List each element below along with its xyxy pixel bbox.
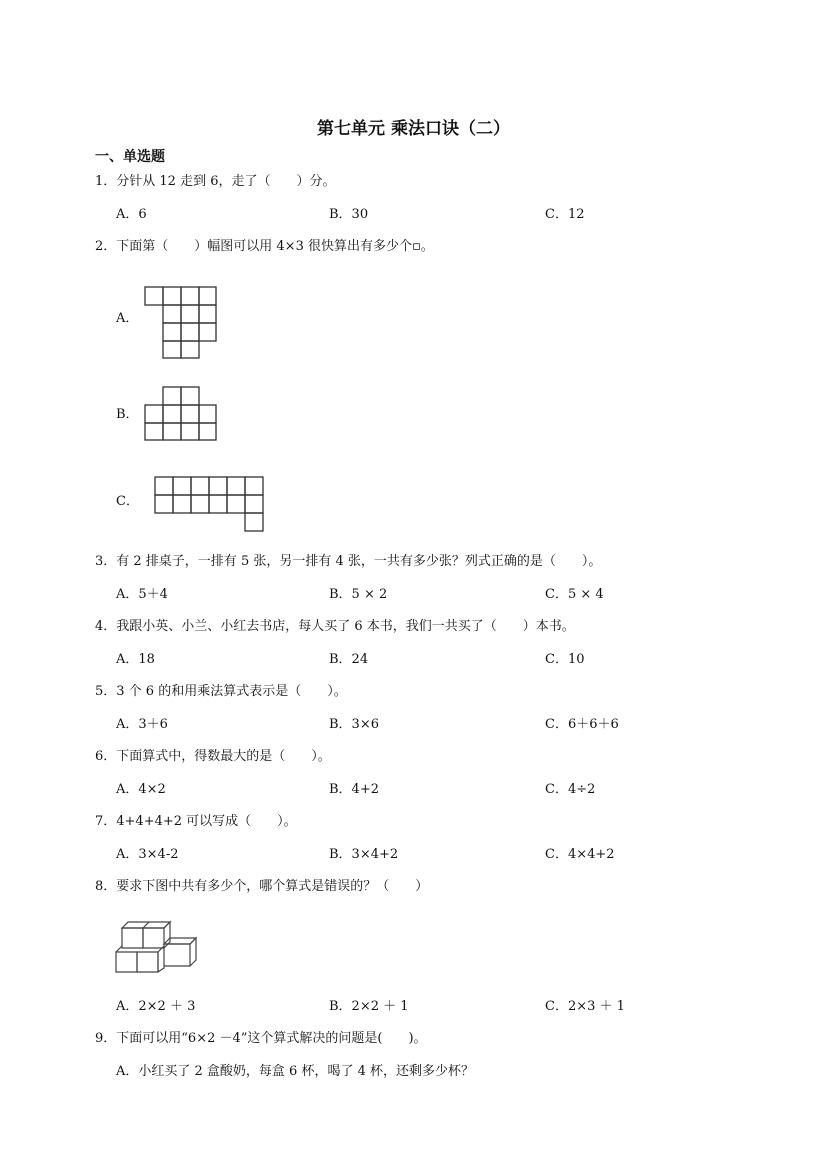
cubes-figure xyxy=(112,914,202,976)
q9-option-a[interactable]: A．小红买了 2 盒酸奶，每盒 6 杯，喝了 4 杯，还剩多少杯？ xyxy=(116,1064,474,1079)
question-6-stem: 6．下面算式中，得数最大的是（ ）。 xyxy=(95,749,331,764)
q5-option-c[interactable]: C．6＋6＋6 xyxy=(545,717,619,732)
page-title: 第七单元 乘法口诀（二） xyxy=(317,119,510,139)
q5-option-a[interactable]: A．3＋6 xyxy=(116,717,168,732)
q3-option-a[interactable]: A．5＋4 xyxy=(116,587,168,602)
question-2-stem: 2．下面第（ ）幅图可以用 4×3 很快算出有多少个▫。 xyxy=(95,239,434,254)
q5-option-b[interactable]: B．3×6 xyxy=(329,717,379,732)
q1-option-b[interactable]: B．30 xyxy=(329,207,369,222)
q7-option-b[interactable]: B．3×4+2 xyxy=(329,847,399,862)
grid-figure-a xyxy=(140,284,220,362)
q3-option-b[interactable]: B．5 × 2 xyxy=(329,587,388,602)
q6-option-b[interactable]: B．4+2 xyxy=(329,782,379,797)
q4-option-a[interactable]: A．18 xyxy=(116,652,155,667)
question-5-stem: 5．3 个 6 的和用乘法算式表示是（ ）。 xyxy=(95,684,347,699)
grid-figure-c xyxy=(152,474,268,536)
question-3-stem: 3．有 2 排桌子，一排有 5 张，另一排有 4 张，一共有多少张？列式正确的是（ ）。 xyxy=(95,554,602,569)
question-1-stem: 1．分针从 12 走到 6，走了（ ）分。 xyxy=(95,174,336,189)
question-4-stem: 4．我跟小英、小兰、小红去书店，每人买了 6 本书，我们一共买了（ ）本书。 xyxy=(95,619,575,634)
q3-option-c[interactable]: C．5 × 4 xyxy=(545,587,604,602)
q2-option-a[interactable]: A． xyxy=(116,311,139,326)
question-9-stem: 9．下面可以用“6×2 －4”这个算式解决的问题是( )。 xyxy=(95,1031,427,1046)
q2-option-c[interactable]: C． xyxy=(116,494,139,509)
q8-option-b[interactable]: B．2×2 ＋ 1 xyxy=(329,999,409,1014)
question-8-stem: 8．要求下图中共有多少个，哪个算式是错误的？（ ） xyxy=(95,879,429,894)
q4-option-c[interactable]: C．10 xyxy=(545,652,585,667)
section-heading: 一、单选题 xyxy=(95,149,165,165)
q7-option-a[interactable]: A．3×4-2 xyxy=(116,847,179,862)
q7-option-c[interactable]: C．4×4+2 xyxy=(545,847,615,862)
q8-option-a[interactable]: A．2×2 ＋ 3 xyxy=(116,999,196,1014)
q4-option-b[interactable]: B．24 xyxy=(329,652,369,667)
question-7-stem: 7．4+4+4+2 可以写成（ ）。 xyxy=(95,814,297,829)
q8-option-c[interactable]: C．2×3 ＋ 1 xyxy=(545,999,625,1014)
q1-option-a[interactable]: A．6 xyxy=(116,207,147,222)
q2-option-b[interactable]: B． xyxy=(116,407,139,422)
q6-option-a[interactable]: A．4×2 xyxy=(116,782,166,797)
grid-figure-b xyxy=(142,384,222,444)
q1-option-c[interactable]: C．12 xyxy=(545,207,585,222)
q6-option-c[interactable]: C．4÷2 xyxy=(545,782,596,797)
